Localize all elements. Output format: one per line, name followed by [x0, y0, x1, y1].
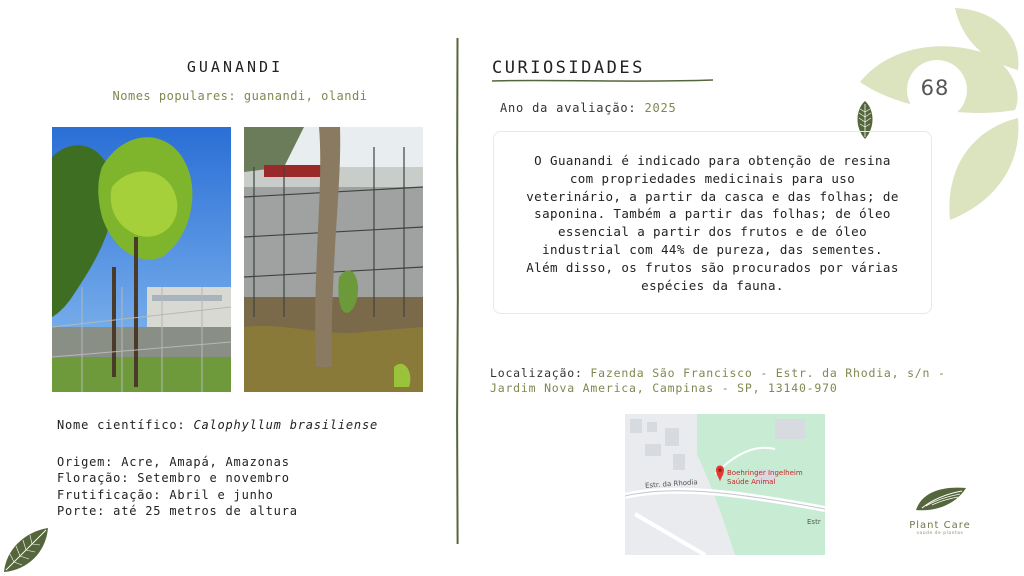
- popular-names: [100, 89, 380, 103]
- location: [490, 366, 990, 396]
- leaf-icon: [0, 524, 52, 576]
- tree-photo: [52, 127, 231, 392]
- evaluation-year-label: Ano da avaliação:: [500, 101, 637, 115]
- popular-names-value: guanandi, olandi: [243, 89, 368, 103]
- map-place-line-1: Boehringer Ingelheim: [727, 469, 803, 477]
- map-road-label-2: Estr: [807, 518, 821, 526]
- map-place-label: [727, 469, 803, 487]
- flowering-text: Floração: Setembro e novembro: [57, 471, 290, 485]
- page-number: 68: [920, 76, 950, 100]
- leaf-shape: [949, 118, 1018, 220]
- origin-text: Origem: Acre, Amapá, Amazonas: [57, 455, 290, 469]
- map-road-label: Estr. da Rhodia: [644, 478, 698, 490]
- brand-leaf-icon: [912, 484, 968, 514]
- evaluation-year-value: 2025: [644, 101, 677, 115]
- scientific-name: [57, 418, 378, 432]
- curiosities-box: [493, 131, 932, 314]
- brand-name: Plant Care: [909, 520, 971, 531]
- curiosities-title: CURIOSIDADES: [492, 58, 645, 78]
- title-underline: [490, 78, 715, 84]
- scientific-name-value: Calophyllum brasiliense: [193, 418, 379, 432]
- location-label: Localização:: [490, 366, 583, 380]
- location-value: Fazenda São Francisco - Estr. da Rhodia, s/n - Jardim Nova America, Campinas - SP, 13140-970: [490, 366, 946, 395]
- popular-names-label: Nomes populares:: [112, 89, 237, 103]
- curiosities-text: O Guanandi é indicado para obtenção de resina com propriedades medicinais para uso veterinário, a partir da casca e das folhas; de saponina. Também a partir das folhas; de óleo essencial a partir dos frutos e de óleo industrial com 44% de pureza, das sementes. Além disso, os frutos são procurados por várias espécies da fauna.: [526, 153, 899, 293]
- size-text: Porte: até 25 metros de altura: [57, 504, 298, 518]
- map-place-line-2: Saúde Animal: [727, 478, 776, 486]
- column-divider: [456, 38, 459, 544]
- plant-name: GUANANDI: [186, 58, 284, 76]
- trunk-photo: [244, 127, 423, 392]
- evaluation-year: [500, 101, 677, 115]
- location-map[interactable]: [625, 414, 825, 555]
- scientific-name-label: Nome científico:: [57, 418, 186, 432]
- fruiting-text: Frutificação: Abril e junho: [57, 488, 274, 502]
- brand-logo: [900, 484, 980, 536]
- brand-tagline: saúde de plantas: [916, 531, 964, 536]
